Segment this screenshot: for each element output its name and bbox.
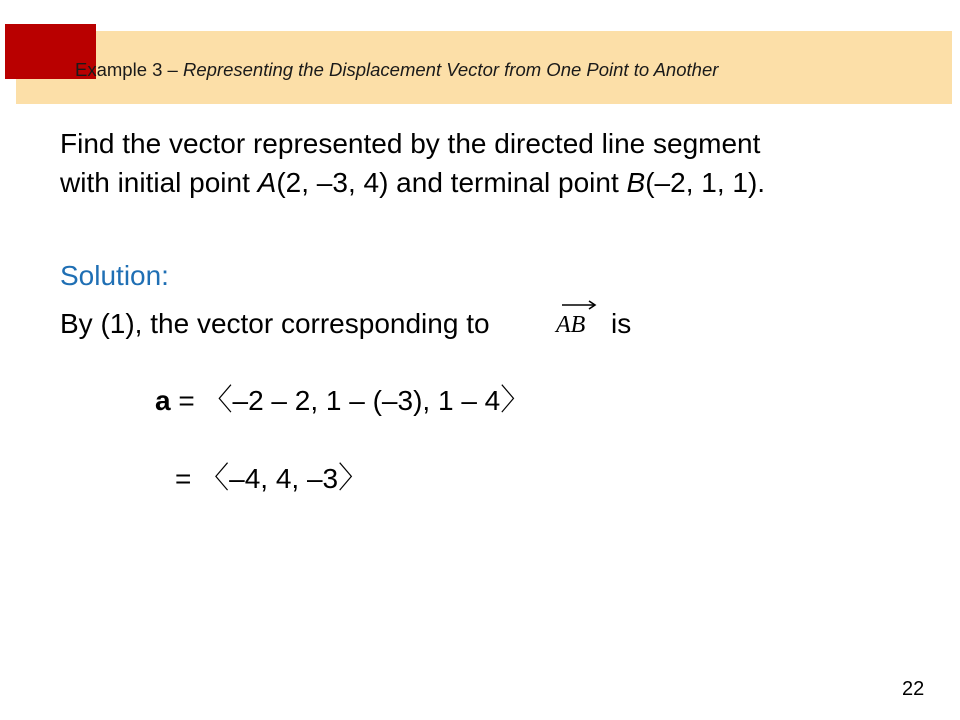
right-angle-bracket-icon: 〉 bbox=[500, 384, 531, 417]
problem-statement bbox=[60, 124, 940, 202]
by-line-text: By (1), the vector corresponding to bbox=[60, 308, 490, 339]
point-b-label: B bbox=[626, 167, 646, 198]
point-a-label: A bbox=[257, 167, 277, 198]
left-angle-bracket-icon: 〈 bbox=[199, 462, 230, 495]
title-italic: Representing the Displacement Vector from One Point to Another bbox=[182, 59, 719, 80]
vector-ab-label: AB bbox=[556, 312, 586, 338]
left-angle-bracket-icon: 〈 bbox=[202, 384, 233, 417]
problem-line-2 bbox=[60, 163, 940, 202]
solution-label: Solution: bbox=[60, 260, 169, 291]
problem-text-c: (–2, 1, 1). bbox=[645, 167, 766, 198]
equation-line-1 bbox=[155, 381, 530, 420]
problem-text-a: with initial point bbox=[60, 167, 258, 198]
problem-text-b: (2, –3, 4) and terminal point bbox=[276, 167, 627, 198]
equation-line-2 bbox=[175, 459, 368, 498]
problem-line-1: Find the vector represented by the directed line segment bbox=[60, 128, 761, 159]
eq2-components: –4, 4, –3 bbox=[229, 463, 339, 494]
eq2-equals: = bbox=[175, 463, 200, 494]
title-prefix: Example 3 – bbox=[75, 59, 183, 80]
is-word: is bbox=[611, 308, 632, 339]
slide-title bbox=[75, 58, 935, 82]
page-number: 22 bbox=[902, 678, 925, 700]
vector-ab-symbol bbox=[553, 298, 601, 338]
eq1-equals: = bbox=[170, 385, 203, 416]
right-angle-bracket-icon: 〉 bbox=[338, 462, 369, 495]
vector-a-variable: a bbox=[155, 385, 171, 416]
eq1-components: –2 – 2, 1 – (–3), 1 – 4 bbox=[232, 385, 501, 416]
